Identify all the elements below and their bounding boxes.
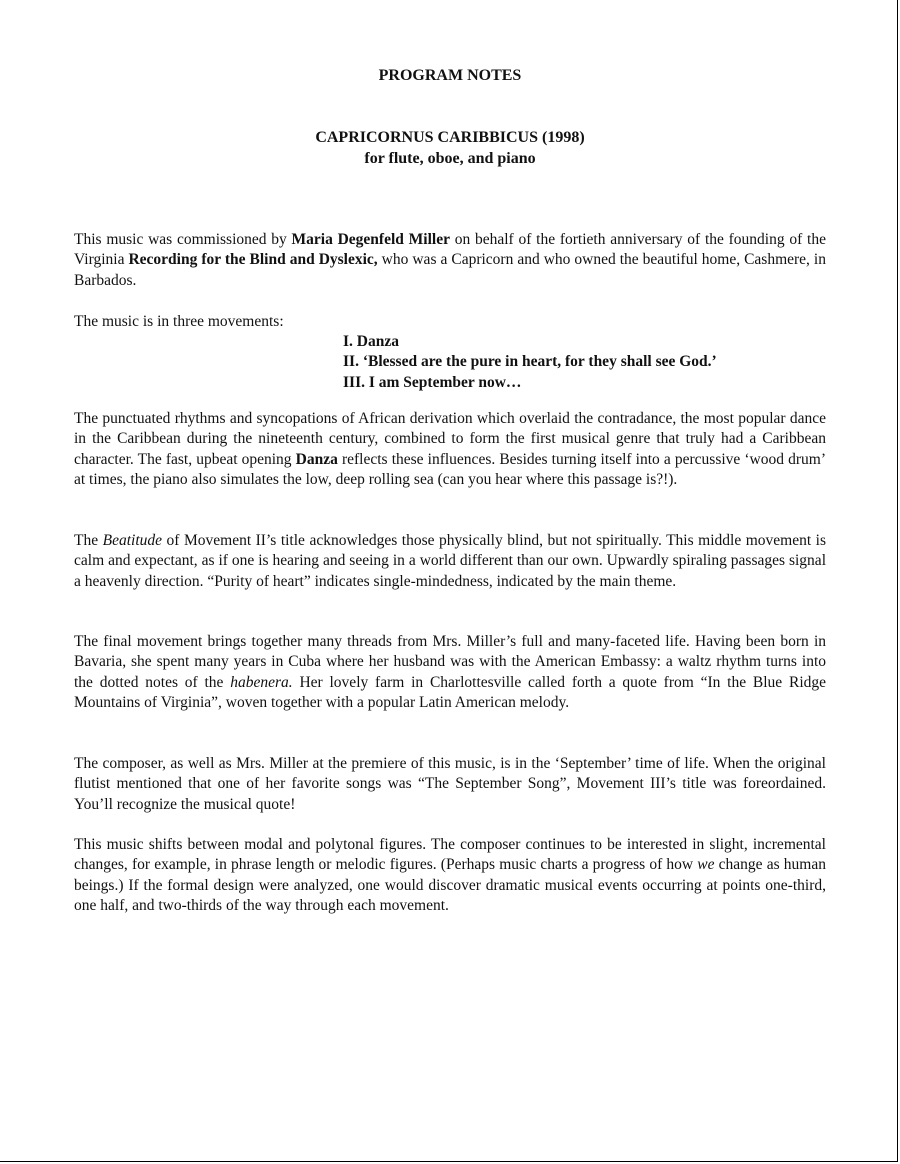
final-movement-paragraph [74,632,826,714]
commission-paragraph [74,230,826,291]
p1-text-e: who was a Capricorn and who owned the beautiful home, Cashmere, in Barbados. [74,251,826,289]
p4-text-a: The [74,532,103,549]
danza-term: Danza [295,450,338,468]
habenera-term: habenera. [230,673,293,691]
piece-title: CAPRICORNUS CARIBBICUS (1998) [315,129,585,146]
movements-intro: The music is in three movements: [74,313,284,330]
modal-polytonal-paragraph [74,835,826,917]
movement-item: II. ‘Blessed are the pure in heart, for they shall see God.’ [343,353,717,371]
organization-name: Recording for the Blind and Dyslexic, [128,251,378,269]
p7-text-c: change as human beings.) If the formal design were analyzed, one would discover dramatic musical events occurring at points one-third, one half, and two-thirds of the way through each movement. [74,856,826,915]
piece-instrumentation: for flute, oboe, and piano [364,150,536,167]
movement-list [343,332,717,393]
p5-text-a: The final movement brings together many threads from Mrs. Miller’s full and many-faceted life. Having been born in Bavaria, she spent many years in Cuba where her husband was with the American Embassy: a waltz rhythm turns into the dotted notes of the [74,633,826,691]
danza-paragraph [74,409,826,491]
beatitude-paragraph [74,531,826,592]
p1-text-c: on behalf of the fortieth anniversary of the founding of the Virginia [74,231,826,269]
p3-text-c: reflects these influences. Besides turning itself into a percussive ‘wood drum’ at times, the piano also simulates the low, deep rolling sea (can you hear where this passage is?!). [74,450,826,489]
movement-item: III. I am September now… [343,373,522,391]
p4-text-c: of Movement II’s title acknowledges those physically blind, but not spiritually. This middle movement is calm and expectant, as if one is hearing and seeing in a world different than our own. Upwardly spiraling passages signal a heavenly direction. “Purity of heart” indicates single-mindedness, indicated by the main theme. [74,532,826,590]
we-term: we [697,856,715,874]
p5-text-c: Her lovely farm in Charlottesville called forth a quote from “In the Blue Ridge Mountains of Virginia”, woven together with a popular Latin American melody. [74,673,827,712]
beatitude-term: Beatitude [102,532,163,549]
movement-item: I. Danza [343,333,399,350]
p1-text-a: This music was commissioned by [74,231,292,248]
p7-text-a: This music shifts between modal and polytonal figures. The composer continues to be interested in slight, incremental changes, for example, in phrase length or melodic figures. (Perhaps music charts a progress of how [74,836,826,874]
commissioner-name: Maria Degenfeld Miller [291,231,450,248]
p3-text-a: The punctuated rhythms and syncopations of African derivation which overlaid the contradance, the most popular dance in the Caribbean during the nineteenth century, combined to form the first musical genre that truly had a Caribbean character. The fast, upbeat opening [74,410,826,468]
september-paragraph: The composer, as well as Mrs. Miller at the premiere of this music, is in the ‘September’ time of life. When the original flutist mentioned that one of her favorite songs was “The September Song”, Movement III’s title was foreordained. You’ll recognize the musical quote! [74,755,826,813]
program-notes-heading: PROGRAM NOTES [378,67,522,84]
